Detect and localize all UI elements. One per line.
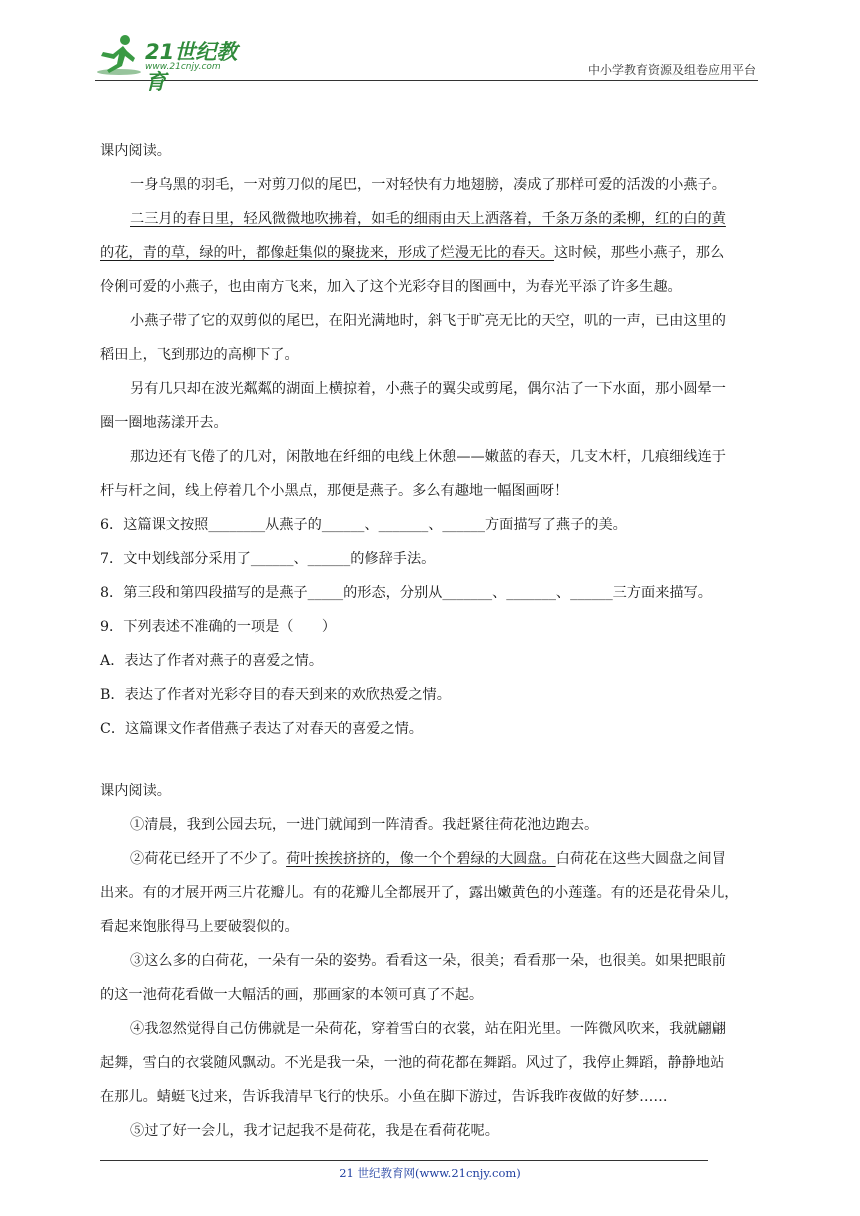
passage1-paragraph-1: 一身乌黑的羽毛，一对剪刀似的尾巴，一对轻快有力地翅膀，凑成了那样可爱的活泼的小燕子。	[130, 177, 726, 193]
runner-logo-icon	[95, 32, 145, 78]
passage2-paragraph-5: ⑤过了好一会儿，我才记起我不是荷花，我是在看荷花呢。	[130, 1123, 499, 1139]
passage1-paragraph-3-line-2: 稻田上，飞到那边的高柳下了。	[100, 347, 299, 363]
document-body	[100, 134, 764, 1148]
question-8: 8．第三段和第四段描写的是燕子_____的形态，分别从_______、_______、______三方面来描写。	[100, 585, 712, 601]
question-7: 7．文中划线部分采用了______、______的修辞手法。	[100, 551, 436, 567]
paragraph-text: 白荷花在这些大圆盘之间冒	[555, 851, 726, 867]
platform-name: 中小学教育资源及组卷应用平台	[587, 63, 756, 77]
passage1-paragraph-5-line-1: 那边还有飞倦了的几对，闲散地在纤细的电线上休憩——嫩蓝的春天，几支木杆，几痕细线连于	[130, 449, 726, 465]
question-9: 9．下列表述不准确的一项是（ ）	[100, 619, 337, 635]
option-a: A．表达了作者对燕子的喜爱之情。	[100, 653, 324, 669]
passage1-title: 课内阅读。	[100, 143, 171, 159]
paragraph-text: 这时候，那些小燕子，那么	[554, 245, 725, 261]
passage2-paragraph-3-line-2: 的这一池荷花看做一大幅活的画，那画家的本领可真了不起。	[100, 987, 484, 1003]
logo	[95, 30, 255, 94]
passage2-title: 课内阅读。	[100, 783, 171, 799]
logo-url: www.21cnjy.com	[145, 62, 221, 72]
underlined-text: 荷叶挨挨挤挤的，像一个个碧绿的大圆盘。	[286, 851, 556, 867]
passage1-paragraph-2-line-3: 伶俐可爱的小燕子，也由南方飞来，加入了这个光彩夺目的图画中，为春光平添了许多生趣。	[100, 279, 682, 295]
passage1-paragraph-2-line-2	[100, 236, 764, 270]
passage2-paragraph-2-line-3: 看起来饱胀得马上要破裂似的。	[100, 919, 299, 935]
passage2-paragraph-4-line-1: ④我忽然觉得自己仿佛就是一朵荷花，穿着雪白的衣裳，站在阳光里。一阵微风吹来，我就翩翩	[130, 1021, 726, 1037]
option-c: C．这篇课文作者借燕子表达了对春天的喜爱之情。	[100, 721, 423, 737]
passage1-paragraph-4-line-1: 另有几只却在波光粼粼的湖面上横掠着，小燕子的翼尖或剪尾，偶尔沾了一下水面，那小圆晕一	[130, 381, 726, 397]
passage2-paragraph-2-line-1	[100, 842, 764, 876]
section-gap	[100, 746, 764, 774]
footer-divider	[100, 1160, 708, 1161]
passage2-paragraph-1: ①清晨，我到公园去玩，一进门就闻到一阵清香。我赶紧往荷花池边跑去。	[130, 817, 599, 833]
option-b: B．表达了作者对光彩夺目的春天到来的欢欣热爱之情。	[100, 687, 451, 703]
passage1-paragraph-2-line-1	[100, 202, 764, 236]
question-6: 6．这篇课文按照________从燕子的______、_______、______方面描写了燕子的美。	[100, 517, 627, 533]
passage2-paragraph-4-line-2: 起舞，雪白的衣裳随风飘动。不光是我一朵，一池的荷花都在舞蹈。风过了，我停止舞蹈，静静地站	[100, 1055, 725, 1071]
underlined-text: 的花，青的草，绿的叶，都像赶集似的聚拢来，形成了烂漫无比的春天。	[100, 245, 555, 261]
passage2-paragraph-2-line-2: 出来。有的才展开两三片花瓣儿。有的花瓣儿全都展开了，露出嫩黄色的小莲蓬。有的还是花骨朵儿，	[100, 885, 739, 901]
passage2-paragraph-3-line-1: ③这么多的白荷花，一朵有一朵的姿势。看看这一朵，很美；看看那一朵，也很美。如果把眼前	[130, 953, 726, 969]
page-header	[95, 30, 758, 94]
logo-text: 21世纪教育	[145, 40, 238, 94]
passage2-paragraph-4-line-3: 在那儿。蜻蜓飞过来，告诉我清早飞行的快乐。小鱼在脚下游过，告诉我昨夜做的好梦……	[100, 1089, 668, 1105]
paragraph-text: ②荷花已经开了不少了。	[130, 851, 287, 867]
passage1-paragraph-4-line-2: 圈一圈地荡漾开去。	[100, 415, 228, 431]
passage1-paragraph-3-line-1: 小燕子带了它的双剪似的尾巴，在阳光满地时，斜飞于旷亮无比的天空，叽的一声，已由这里的	[130, 313, 726, 329]
passage1-paragraph-5-line-2: 杆与杆之间，线上停着几个小黑点，那便是燕子。多么有趣地一幅图画呀！	[100, 483, 569, 499]
page-footer[interactable]: 21 世纪教育网(www.21cnjy.com)	[339, 1166, 521, 1180]
underlined-text: 二三月的春日里，轻风微微地吹拂着，如毛的细雨由天上洒落着，千条万条的柔柳，红的白的黄	[130, 211, 726, 227]
